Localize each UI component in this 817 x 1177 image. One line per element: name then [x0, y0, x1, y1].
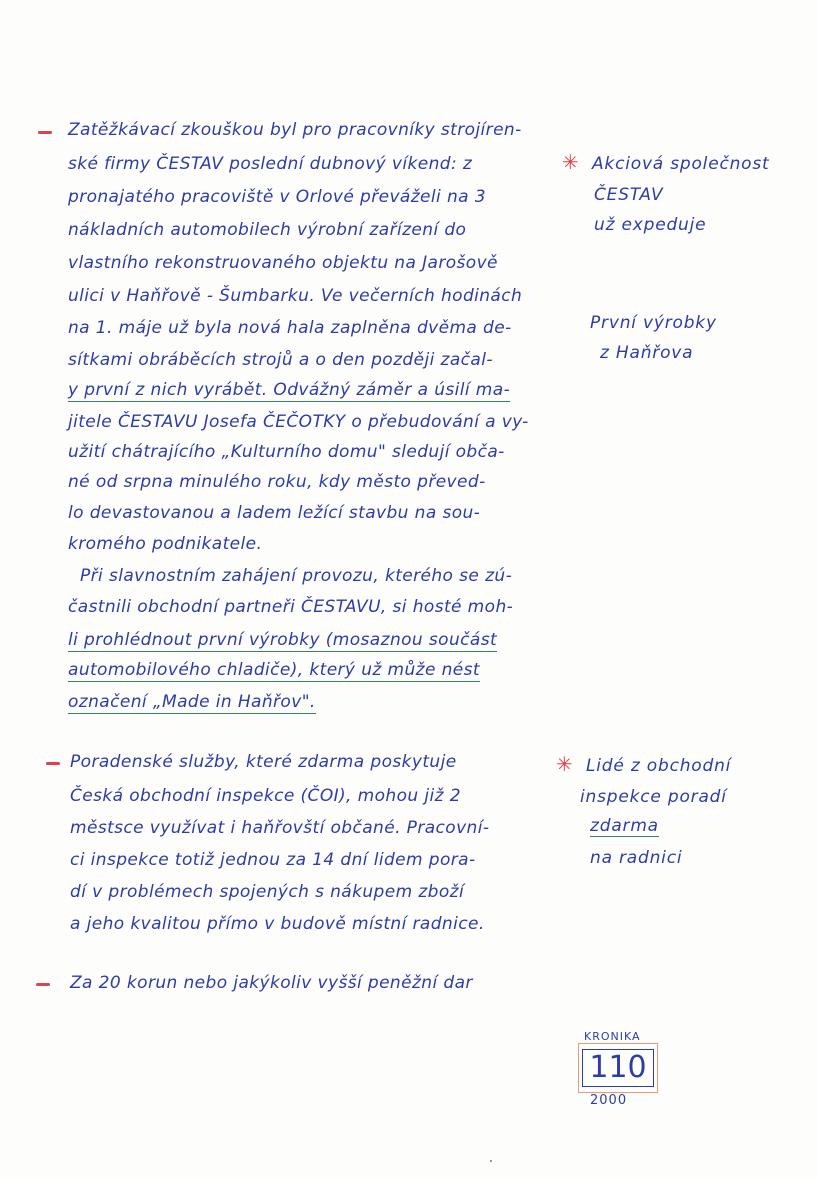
margin-note-line: na radnici	[590, 848, 683, 868]
text-line-underlined: označení „Made in Haňřov".	[68, 692, 316, 712]
stamp-year: 2000	[590, 1093, 628, 1108]
margin-note-line: už expeduje	[594, 215, 707, 235]
text-line: pronajatého pracoviště v Orlové převáželi na 3	[68, 187, 486, 207]
text-line-underlined: li prohlédnout první výrobky (mosaznou součást	[68, 630, 498, 650]
text-line: jitele ČESTAVU Josefa ČEČOTKY o přebudování a vy-	[68, 412, 529, 432]
bullet-dash-1	[38, 131, 52, 134]
text-line: ci inspekce totiž jednou za 14 dní lidem pora-	[70, 850, 476, 870]
margin-note-line: inspekce poradí	[580, 787, 727, 807]
text-line: vlastního rekonstruovaného objektu na Jarošově	[68, 253, 498, 273]
text-line: Zatěžkávací zkouškou byl pro pracovníky strojíren-	[68, 120, 522, 140]
paper-speck	[490, 1160, 492, 1162]
margin-note-line: ČESTAV	[594, 185, 664, 205]
page-number-stamp	[578, 1043, 658, 1093]
text-line: né od srpna minulého roku, kdy město převed-	[68, 472, 486, 492]
text-line: ské firmy ČESTAV poslední dubnový víkend: z	[68, 154, 473, 174]
text-line: Česká obchodní inspekce (ČOI), mohou již 2	[70, 786, 461, 806]
margin-note-line-underlined: zdarma	[590, 816, 659, 836]
text-line-underlined: automobilového chladiče), který už může nést	[68, 660, 480, 680]
bullet-dash-2	[46, 762, 60, 765]
text-line: užití chátrajícího „Kulturního domu" sledují obča-	[68, 442, 505, 462]
text-line: ulici v Haňřově - Šumbarku. Ve večerních hodinách	[68, 286, 523, 306]
page-number: 110	[582, 1049, 653, 1087]
asterisk-icon: ✳	[556, 752, 573, 776]
stamp-label: KRONIKA	[584, 1030, 641, 1043]
text-line: lo devastovanou a ladem ležící stavbu na sou-	[68, 503, 481, 523]
margin-note-line: z Haňřova	[600, 343, 694, 363]
text-line: častnili obchodní partneři ČESTAVU, si hosté moh-	[68, 597, 514, 617]
text-line: kromého podnikatele.	[68, 534, 263, 554]
margin-note-line: První výrobky	[590, 313, 717, 333]
margin-note-line: Akciová společnost	[592, 154, 770, 174]
text-line: a jeho kvalitou přímo v budově místní radnice.	[70, 914, 485, 934]
text-line-underlined: y první z nich vyrábět. Odvážný záměr a úsilí ma-	[68, 380, 511, 400]
text-line: nákladních automobilech výrobní zařízení do	[68, 220, 467, 240]
text-line: Poradenské služby, které zdarma poskytuje	[70, 752, 457, 772]
text-line: na 1. máje už byla nová hala zaplněna dvěma de-	[68, 318, 512, 338]
text-line: sítkami obráběcích strojů a o den později začal-	[68, 350, 493, 370]
margin-note-line: Lidé z obchodní	[586, 756, 732, 776]
text-line: Za 20 korun nebo jakýkoliv vyšší peněžní dar	[70, 973, 473, 993]
text-line: Při slavnostním zahájení provozu, kterého se zú-	[80, 566, 513, 586]
asterisk-icon: ✳	[562, 150, 579, 174]
bullet-dash-3	[36, 983, 50, 986]
text-line: dí v problémech spojených s nákupem zboží	[70, 882, 465, 902]
text-line: městsce využívat i haňřovští občané. Pracovní-	[70, 818, 490, 838]
